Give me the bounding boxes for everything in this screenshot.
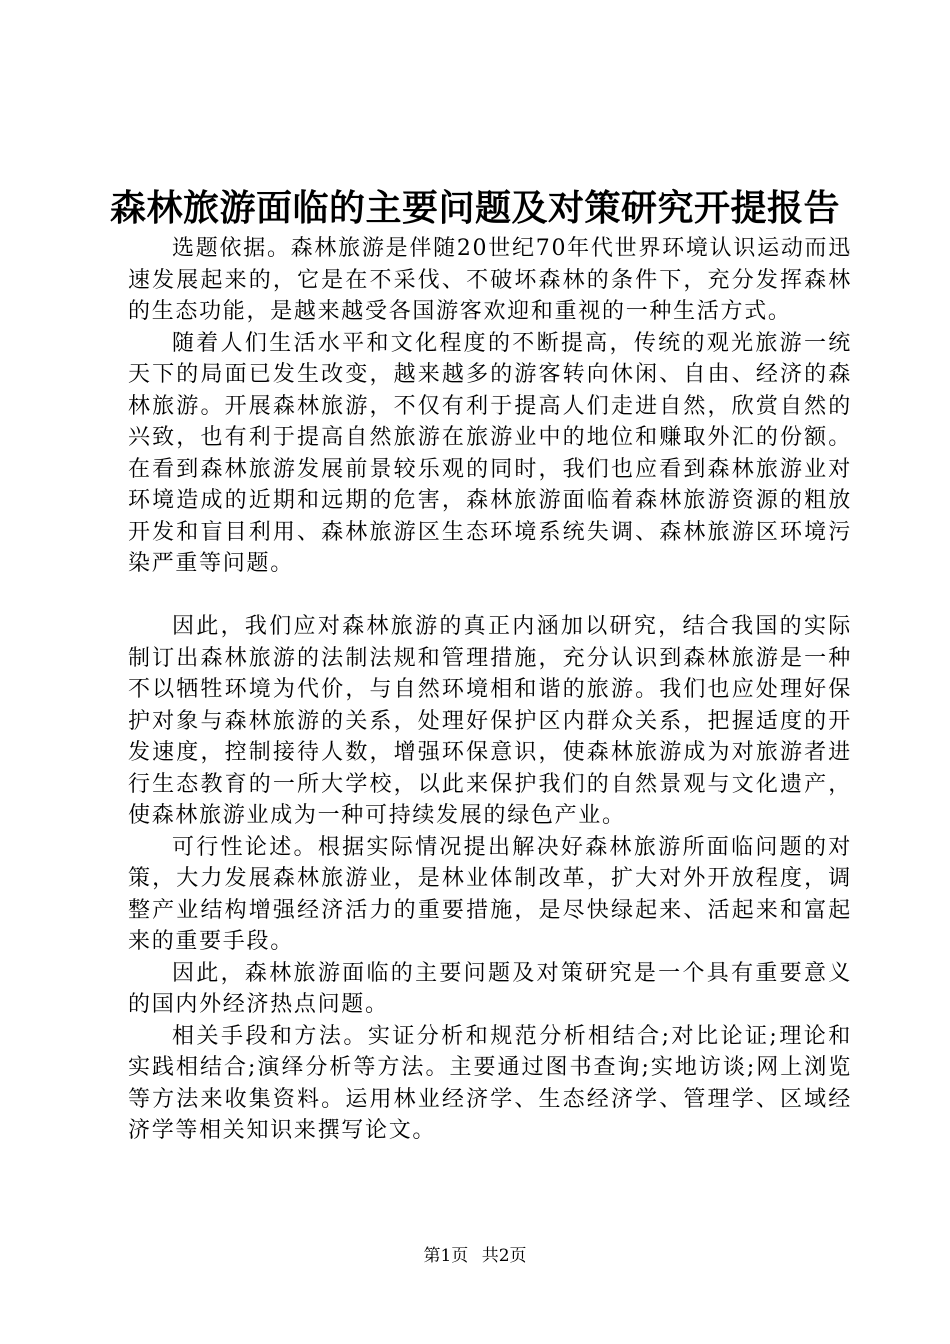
- paragraph-feasibility: 可行性论述。根据实际情况提出解决好森林旅游所面临问题的对策，大力发展森林旅游业，是林业体制改革，扩大对外开放程度，调整产业结构增强经济活力的重要措施，是尽快绿起来、活起来和富起来的重要手段。: [128, 834, 852, 954]
- paragraph-methods: 相关手段和方法。实证分析和规范分析相结合;对比论证;理论和实践相结合;演绎分析等方法。主要通过图书查询;实地访谈;网上浏览等方法来收集资料。运用林业经济学、生态经济学、管理学、区域经济学等相关知识来撰写论文。: [128, 1023, 852, 1143]
- document-title: 森林旅游面临的主要问题及对策研究开提报告: [109, 187, 840, 229]
- page-footer: [0, 1244, 950, 1268]
- paragraph-topic-basis: 选题依据。森林旅游是伴随20世纪70年代世界环境认识运动而迅速发展起来的，它是在不采伐、不破坏森林的条件下，充分发挥森林的生态功能，是越来越受各国游客欢迎和重视的一种生活方式。: [128, 236, 852, 324]
- page-number-current: 第1页: [423, 1246, 469, 1266]
- paragraph-background: 随着人们生活水平和文化程度的不断提高，传统的观光旅游一统天下的局面已发生改变，越来越多的游客转向休闲、自由、经济的森林旅游。开展森林旅游，不仅有利于提高人们走进自然，欣赏自然的兴致，也有利于提高自然旅游在旅游业中的地位和赚取外汇的份额。在看到森林旅游发展前景较乐观的同时，我们也应看到森林旅游业对环境造成的近期和远期的危害，森林旅游面临着森林旅游资源的粗放开发和盲目利用、森林旅游区生态环境系统失调、森林旅游区环境污染严重等问题。: [128, 330, 852, 576]
- paragraph-significance: 因此，森林旅游面临的主要问题及对策研究是一个具有重要意义的国内外经济热点问题。: [128, 960, 852, 1017]
- paragraph-research-need: 因此，我们应对森林旅游的真正内涵加以研究，结合我国的实际制订出森林旅游的法制法规和管理措施，充分认识到森林旅游是一种不以牺牲环境为代价，与自然环境相和谐的旅游。我们也应处理好保护对象与森林旅游的关系，处理好保护区内群众关系，把握适度的开发速度，控制接待人数，增强环保意识，使森林旅游成为对旅游者进行生态教育的一所大学校，以此来保护我们的自然景观与文化遗产，使森林旅游业成为一种可持续发展的绿色产业。: [128, 614, 852, 828]
- document-body: [128, 233, 852, 1147]
- page-number-total: 共2页: [481, 1246, 527, 1266]
